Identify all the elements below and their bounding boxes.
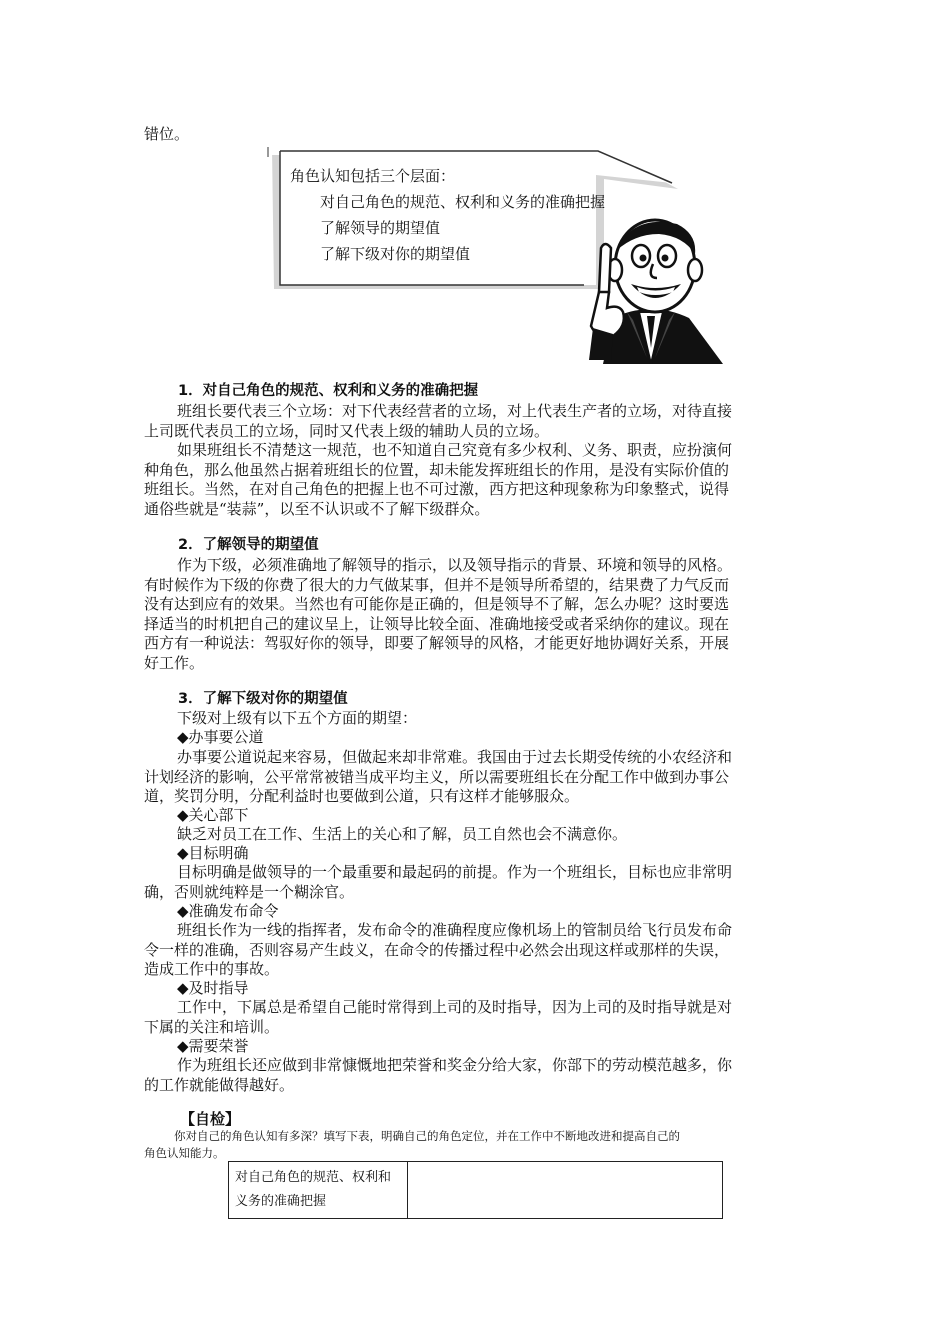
text-line: 班组长作为一线的指挥者，发布命令的准确程度应像机场上的管制员给飞行员发布命 xyxy=(177,921,733,939)
text-line: 通俗些就是“装蒜”，以至不认识或不了解下级群众。 xyxy=(144,499,490,518)
text-line: 计划经济的影响，公平常常被错当成平均主义，所以需要班组长在分配工作中做到办事公 xyxy=(144,767,730,786)
bullet-title: ◆需要荣誉 xyxy=(177,1037,249,1055)
self-check-heading: 【自检】 xyxy=(180,1110,241,1128)
text-line: 西方有一种说法：驾驭好你的领导，即要了解领导的风格，才能更好地协调好关系，开展 xyxy=(144,634,730,652)
text-line: 你对自己的角色认知有多深？填写下表，明确自己的角色定位，并在工作中不断地改进和提高自己的 xyxy=(174,1129,680,1143)
self-check-instruction xyxy=(144,1128,806,1162)
text-line: 工作中，下属总是希望自己能时常得到上司的及时指导，因为上司的及时指导就是对 xyxy=(177,998,733,1016)
callout-item: 了解下级对你的期望值 xyxy=(320,245,471,263)
text-line: 没有达到应有的效果。当然也有可能你是正确的，但是领导不了解，怎么办呢？这时要选 xyxy=(144,595,730,613)
text-line: 角色认知能力。 xyxy=(144,1146,225,1160)
bullet-title: ◆目标明确 xyxy=(177,844,249,862)
bullet-text xyxy=(144,748,806,807)
bullet-title: ◆办事要公道 xyxy=(177,728,264,746)
text-line: 作为下级，必须准确地了解领导的指示，以及领导指示的背景、环境和领导的风格。 xyxy=(177,556,733,574)
text-line: 班组长要代表三个立场：对下代表经营者的立场，对上代表生产者的立场，对待直接 xyxy=(177,402,733,420)
bullet-text xyxy=(144,863,806,902)
section3-heading: 3．了解下级对你的期望值 xyxy=(178,691,348,707)
text-line: 目标明确是做领导的一个最重要和最起码的前提。作为一个班组长，目标也应非常明 xyxy=(177,863,733,881)
text-line: 道，奖罚分明，分配利益时也要做到公道，只有这样才能够服众。 xyxy=(144,787,580,805)
table-row xyxy=(229,1162,723,1219)
callout-heading: 角色认知包括三个层面： xyxy=(290,167,456,185)
callout-item: 了解领导的期望值 xyxy=(320,219,441,237)
table-cell-label: 对自己角色的规范、权利和义务的准确把握 xyxy=(229,1162,408,1219)
text-line: 班组长。当然，在对自己角色的把握上也不可过激，西方把这种现象称为印象整式，说得 xyxy=(144,480,730,498)
table-cell-answer[interactable] xyxy=(408,1162,723,1219)
text-line: 确，否则就纯粹是一个糊涂官。 xyxy=(144,882,355,901)
text-line: 的工作就能做得越好。 xyxy=(144,1075,295,1094)
text-line: 上司既代表员工的立场，同时又代表上级的辅助人员的立场。 xyxy=(144,421,550,440)
bullet-text xyxy=(144,998,806,1037)
bullet-title: ◆及时指导 xyxy=(177,979,249,997)
continued-text-fragment: 错位。 xyxy=(144,125,190,143)
bullet-text xyxy=(144,1056,806,1095)
text-line: 种角色，那么他虽然占据着班组长的位置，却未能发挥班组长的作用，是没有实际价值的 xyxy=(144,460,730,479)
bullet-text xyxy=(144,921,806,980)
text-line: 令一样的准确，否则容易产生歧义，在命令的传播过程中必然会出现这样或那样的失误， xyxy=(144,940,730,959)
text-line: 有时候作为下级的你费了很大的力气做某事，但并不是领导所希望的，结果费了力气反而 xyxy=(144,575,730,594)
section2-paragraph xyxy=(144,556,806,673)
text-line: 作为班组长还应做到非常慷慨地把荣誉和奖金分给大家，你部下的劳动模范越多，你 xyxy=(177,1056,733,1074)
section1-heading: 1．对自己角色的规范、权利和义务的准确把握 xyxy=(178,383,479,399)
text-line: 好工作。 xyxy=(144,653,205,672)
section1-paragraph-2 xyxy=(144,441,806,519)
text-line: 下属的关注和培训。 xyxy=(144,1017,280,1036)
text-line: 如果班组长不清楚这一规范，也不知道自己究竟有多少权利、义务、职责，应扮演何 xyxy=(177,441,733,459)
section3-intro: 下级对上级有以下五个方面的期望： xyxy=(177,709,418,727)
text-line: 造成工作中的事故。 xyxy=(144,960,280,978)
bullet-text: 缺乏对员工在工作、生活上的关心和了解，员工自然也会不满意你。 xyxy=(177,825,628,843)
text-line: 办事要公道说起来容易，但做起来却非常难。我国由于过去长期受传统的小农经济和 xyxy=(177,748,733,766)
callout-content xyxy=(290,163,605,267)
text-line: 择适当的时机把自己的建议呈上，让领导比较全面、准确地接受或者采纳你的建议。现在 xyxy=(144,614,730,633)
self-check-table xyxy=(228,1161,723,1219)
bullet-title: ◆关心部下 xyxy=(177,806,249,824)
bullet-title: ◆准确发布命令 xyxy=(177,902,279,920)
section1-paragraph-1 xyxy=(144,402,806,441)
section2-heading: 2．了解领导的期望值 xyxy=(178,537,319,553)
callout-item: 对自己角色的规范、权利和义务的准确把握 xyxy=(320,193,606,211)
